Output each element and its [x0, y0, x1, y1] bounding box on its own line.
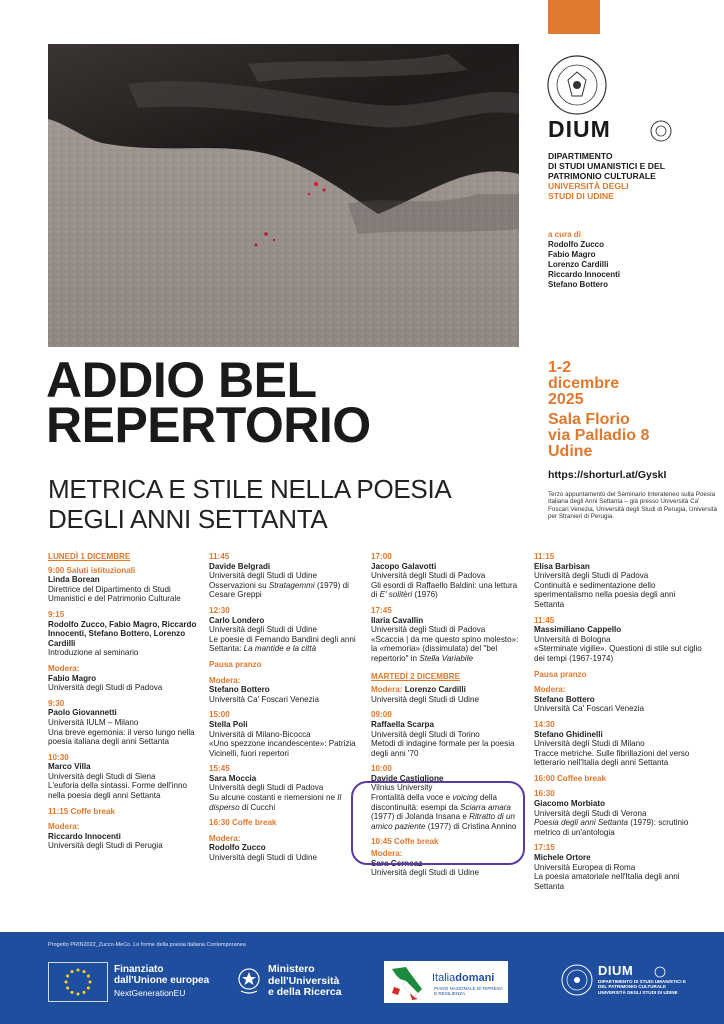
- eu-funding-text: Finanziato dall'Unione europea NextGenerationEU: [114, 964, 210, 998]
- page-title: ADDIO BEL REPERTORIO: [46, 352, 371, 453]
- program-entry: 9:15 Rodolfo Zucco, Fabio Magro, Riccardo Innocenti, Stefano Bottero, Lorenzo Cardilli Introduzione al seminario: [48, 609, 197, 658]
- program-entry: 15:00 Stella Poli Università di Milano-Bicocca «Uno spezzone incandescente»: Patrizia Vicinelli, fuori repertori: [209, 710, 356, 758]
- program-entry: Modera: Stefano Bottero Università Ca' Foscari Venezia: [534, 685, 644, 714]
- program-entry: Modera: Sara Cerneaz Università degli Studi di Udine: [371, 849, 479, 878]
- program-break: Pausa pranzo: [534, 669, 587, 679]
- program-entry: 14:30 Stefano Ghidinelli Università degli Studi di Milano Tracce metriche. Sulle fibrillazioni del verso letterario nell'Italia degli anni Settanta: [534, 719, 690, 768]
- footer-dium-seal-icon: [654, 965, 666, 977]
- eu-flag-icon: [48, 962, 108, 1002]
- program-entry: Modera: Riccardo Innocenti Università degli Studi di Perugia: [48, 822, 163, 851]
- seminar-note: Terzo appuntamento del Seminario Interateneo sulla Poesia Italiana degli Anni Settanta – già presso Università Ca' Foscari Venezia, Università degli Studi di Perugia, Università per Stranieri di Perugia.: [548, 491, 718, 521]
- program-entry: 15:45 Sara Moccia Università degli Studi di Padova Su alcune costanti e riemersioni ne Il disperso di Cucchi: [209, 764, 342, 812]
- cover-photo: [48, 44, 519, 347]
- orange-tab-decoration: [548, 0, 600, 34]
- dium-seal-icon: [650, 120, 672, 142]
- program-entry: 10:30 Marco Villa Università degli Studi di Siena L'euforia della sintassi. Forme dell'inno nella poesia degli anni Settanta: [48, 752, 187, 801]
- ministry-text: Ministero dell'Università e della Ricerca: [268, 963, 342, 998]
- highlight-circle: [351, 781, 525, 865]
- program-break: Pausa pranzo: [209, 659, 262, 669]
- program-break: 16:00 Coffee break: [534, 773, 606, 783]
- page-subtitle: METRICA E STILE NELLA POESIA DEGLI ANNI SETTANTA: [48, 474, 452, 534]
- program-break: 10:45 Coffe break: [371, 837, 439, 847]
- program-entry: 11:45 Massimiliano Cappello Università di Bologna «Sterminate vigilie». Questioni di stile sul ciglio dei tempi (1967-1974): [534, 615, 702, 663]
- footer-dium-logo: DIUM: [598, 963, 634, 978]
- program-entry: 9:30 Paolo Giovannetti Università IULM – Milano Una breve egemonia: il verso lungo nella poesia italiana degli anni Settanta: [48, 698, 195, 747]
- program-entry: 17:15 Michele Ortore Università Europea di Roma La poesia amatoriale nell'Italia degli anni Settanta: [534, 843, 680, 891]
- italy-map-icon: [388, 963, 430, 1001]
- italiadomani-subtitle: PIANO NAZIONALE DI RIPRESA E RESILIENZA: [434, 986, 503, 997]
- italiadomani-text: Italiadomani: [432, 972, 495, 984]
- program-entry: 17:45 Ilaria Cavallin Università degli Studi di Padova «Scaccia | da me questo spino molesto»: la «memoria» (dissimulata) del "bel repertorio" in Stella Variabile: [371, 605, 519, 663]
- footer-university-seal-icon: [560, 963, 594, 997]
- day-heading-tuesday: MARTEDÌ 2 DICEMBRE: [371, 671, 461, 681]
- event-link[interactable]: https://shorturl.at/GyskI: [548, 469, 667, 481]
- program-entry: 9:00 Saluti istituzionali Linda Borean Direttrice del Dipartimento di Studi Umanistici e del Patrimonio Culturale: [48, 565, 181, 604]
- curators: a cura di Rodolfo Zucco Fabio Magro Lorenzo Cardilli Riccardo Innocenti Stefano Bottero: [548, 230, 718, 290]
- program-column-2: [209, 552, 361, 869]
- university-seal-icon: [546, 54, 608, 116]
- program-entry: Modera: Fabio Magro Università degli Studi di Padova: [48, 663, 163, 693]
- italian-emblem-icon: [236, 966, 262, 996]
- program-entry: Modera: Lorenzo Cardilli Università degli Studi di Udine: [371, 685, 479, 704]
- program-entry-highlighted: 10:00 Davide Castiglione Vilnius University Frontalità della voce e voicing della discontinuità: esempi da Sciarra amara (1977) di Jolanda Insana e Ritratto di un amico paziente (1977) di Cristina Annino: [371, 764, 517, 831]
- dium-logo: DIUM: [548, 116, 611, 142]
- footer-project-text: Progetto PRIN2022_Zucco-MeCo. Le forme della poesia italiana Contemporanea: [48, 942, 246, 948]
- program-entry: 16:30 Giacomo Morbiato Università degli Studi di Verona Poesia degli anni Settanta (1979): scrutinio metrico di un'antologia: [534, 789, 689, 837]
- program-entry: Modera: Rodolfo Zucco Università degli Studi di Udine: [209, 833, 317, 863]
- footer-department-text: DIPARTIMENTO DI STUDI UMANISTICI E DEL PATRIMONIO CULTURALE UNIVERSITÀ DEGLI STUDI DI UDINE: [598, 979, 686, 995]
- department-name: DIPARTIMENTO DI STUDI UMANISTICI E DEL PATRIMONIO CULTURALE UNIVERSITÀ DEGLI STUDI DI UDINE: [548, 151, 665, 201]
- program-entry: 11:45 Davide Belgradi Università degli Studi di Udine Osservazioni su Stratagemmi (1979) di Cesare Greppi: [209, 552, 349, 600]
- day-heading-monday: LUNEDÌ 1 DICEMBRE: [48, 552, 131, 561]
- program-entry: 09:00 Raffaella Scarpa Università degli Studi di Torino Metodi di indagine formale per la poesia degli anni '70: [371, 710, 515, 758]
- program-entry: 11:15 Elisa Barbisan Università degli Studi di Padova Continuità e sedimentazione dello sperimentalismo nella poesia degli anni Settanta: [534, 552, 676, 609]
- program-column-1: [48, 552, 200, 857]
- program-entry: 12:30 Carlo Londero Università degli Studi di Udine Le poesie di Fernando Bandini degli anni Settanta: La mantide e la città: [209, 605, 356, 654]
- program-column-4: [534, 552, 706, 897]
- program-break: 16:30 Coffe break: [209, 818, 277, 828]
- event-venue: Sala Florio via Palladio 8 Udine: [548, 411, 650, 460]
- program-entry: Modera: Stefano Bottero Università Ca' Foscari Venezia: [209, 675, 319, 704]
- curators-label: a cura di: [548, 230, 581, 239]
- program-break: 11:15 Coffe break: [48, 806, 116, 816]
- event-dates: 1-2 dicembre 2025: [548, 359, 620, 408]
- program-entry: 17:00 Jacopo Galavotti Università degli Studi di Padova Gli esordi di Raffaello Baldini: una lettura di E' solitèri (1976): [371, 552, 518, 600]
